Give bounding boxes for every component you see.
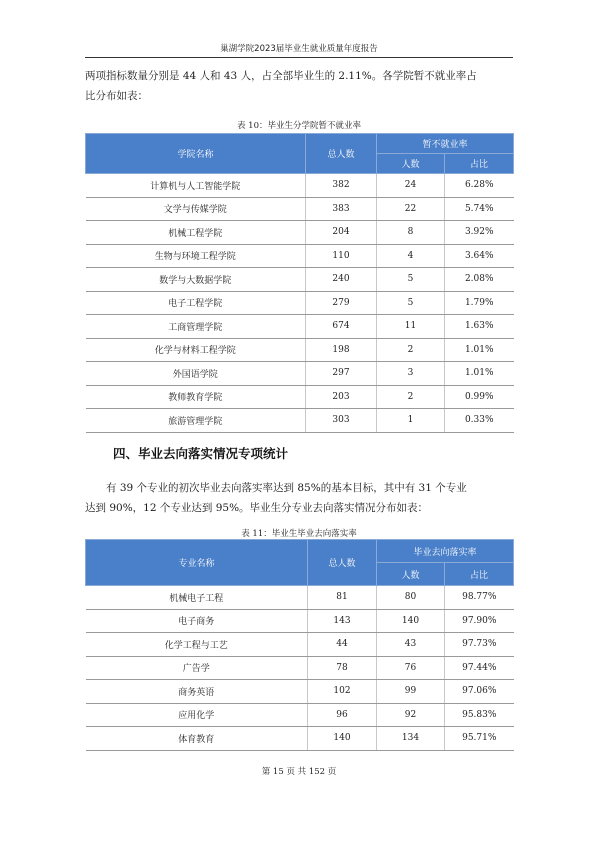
intro-line-2: 比分布如表： — [85, 90, 148, 102]
footer-total-pages: 152 — [308, 767, 326, 777]
cell-total: 143 — [308, 609, 377, 633]
cell-count: 5 — [377, 291, 445, 315]
table-row — [86, 385, 514, 409]
cell-total: 279 — [306, 291, 377, 315]
header-total: 总人数 — [306, 134, 377, 174]
cell-name: 教师教育学院 — [86, 385, 306, 409]
cell-ratio: 6.28% — [445, 174, 514, 198]
cell-name: 外国语学院 — [86, 362, 306, 386]
cell-name: 机械电子工程 — [86, 586, 308, 610]
cell-total: 297 — [306, 362, 377, 386]
cell-name: 旅游管理学院 — [86, 409, 306, 433]
table-row — [86, 221, 514, 245]
cell-total: 203 — [306, 385, 377, 409]
table-row — [86, 609, 514, 633]
cell-ratio: 1.01% — [445, 338, 514, 362]
cell-count: 92 — [377, 703, 445, 727]
table-row — [86, 268, 514, 292]
cell-name: 工商管理学院 — [86, 315, 306, 339]
cell-total: 383 — [306, 197, 377, 221]
cell-ratio: 0.33% — [445, 409, 514, 433]
table-11-major-placement — [85, 539, 514, 751]
cell-ratio: 97.73% — [445, 633, 514, 657]
cell-name: 广告学 — [86, 656, 308, 680]
cell-ratio: 95.71% — [445, 727, 514, 751]
cell-ratio: 3.64% — [445, 244, 514, 268]
cell-name: 机械工程学院 — [86, 221, 306, 245]
header-ratio: 占比 — [445, 154, 514, 174]
header-college-name: 学院名称 — [86, 134, 306, 174]
table-row — [86, 197, 514, 221]
cell-ratio: 5.74% — [445, 197, 514, 221]
cell-total: 81 — [308, 586, 377, 610]
footer-mid: 页 共 — [286, 767, 307, 777]
cell-count: 11 — [377, 315, 445, 339]
cell-ratio: 0.99% — [445, 385, 514, 409]
cell-ratio: 95.83% — [445, 703, 514, 727]
cell-count: 80 — [377, 586, 445, 610]
header-count: 人数 — [377, 154, 445, 174]
cell-ratio: 1.01% — [445, 362, 514, 386]
cell-count: 24 — [377, 174, 445, 198]
table-row — [86, 727, 514, 751]
table-row — [86, 244, 514, 268]
cell-total: 110 — [306, 244, 377, 268]
cell-ratio: 97.44% — [445, 656, 514, 680]
cell-count: 99 — [377, 680, 445, 704]
intro-paragraph — [85, 66, 513, 106]
table-row — [86, 174, 514, 198]
table-row — [86, 315, 514, 339]
cell-total: 198 — [306, 338, 377, 362]
page-footer — [85, 765, 513, 777]
header-ratio: 占比 — [445, 563, 514, 586]
cell-count: 5 — [377, 268, 445, 292]
cell-name: 计算机与人工智能学院 — [86, 174, 306, 198]
cell-total: 303 — [306, 409, 377, 433]
footer-prefix: 第 — [261, 767, 271, 777]
footer-suffix: 页 — [327, 767, 337, 777]
table-row — [86, 633, 514, 657]
table11-caption: 表 11：毕业生毕业去向落实率 — [241, 529, 357, 539]
cell-total: 102 — [308, 680, 377, 704]
table-row — [86, 338, 514, 362]
cell-total: 240 — [306, 268, 377, 292]
table-row — [86, 703, 514, 727]
table-10-college-unemployment — [85, 133, 514, 433]
table-row — [86, 291, 514, 315]
section-line-2: 达到 90%，12 个专业达到 95%。毕业生分专业去向落实情况分布如表： — [85, 502, 429, 514]
cell-name: 商务英语 — [86, 680, 308, 704]
cell-total: 96 — [308, 703, 377, 727]
cell-count: 134 — [377, 727, 445, 751]
cell-ratio: 1.63% — [445, 315, 514, 339]
cell-ratio: 97.06% — [445, 680, 514, 704]
cell-count: 4 — [377, 244, 445, 268]
header-placement-rate: 毕业去向落实率 — [377, 540, 514, 563]
table-row — [86, 680, 514, 704]
cell-ratio: 97.90% — [445, 609, 514, 633]
cell-name: 数学与大数据学院 — [86, 268, 306, 292]
cell-count: 22 — [377, 197, 445, 221]
table10-caption: 表 10：毕业生分学院暂不就业率 — [236, 121, 362, 131]
cell-name: 生物与环境工程学院 — [86, 244, 306, 268]
header-unemployment-rate: 暂不就业率 — [377, 134, 514, 154]
cell-total: 382 — [306, 174, 377, 198]
table-row — [86, 586, 514, 610]
cell-name: 应用化学 — [86, 703, 308, 727]
table-row — [86, 656, 514, 680]
cell-total: 44 — [308, 633, 377, 657]
cell-ratio: 2.08% — [445, 268, 514, 292]
page-header: 巢湖学院2023届毕业生就业质量年度报告 — [85, 42, 513, 58]
cell-total: 204 — [306, 221, 377, 245]
cell-ratio: 1.79% — [445, 291, 514, 315]
cell-name: 化学与材料工程学院 — [86, 338, 306, 362]
table-row — [86, 362, 514, 386]
cell-name: 化学工程与工艺 — [86, 633, 308, 657]
header-major-name: 专业名称 — [86, 540, 308, 586]
cell-name: 文学与传媒学院 — [86, 197, 306, 221]
section-heading: 四、毕业去向落实情况专项统计 — [113, 446, 289, 461]
section-paragraph — [85, 478, 513, 518]
cell-count: 2 — [377, 385, 445, 409]
cell-ratio: 98.77% — [445, 586, 514, 610]
section-line-1: 有 39 个专业的初次毕业去向落实率达到 85%的基本目标，其中有 31 个专业 — [106, 482, 467, 494]
cell-name: 电子工程学院 — [86, 291, 306, 315]
cell-count: 43 — [377, 633, 445, 657]
header-count: 人数 — [377, 563, 445, 586]
cell-name: 体育教育 — [86, 727, 308, 751]
cell-ratio: 3.92% — [445, 221, 514, 245]
cell-count: 76 — [377, 656, 445, 680]
cell-total: 140 — [308, 727, 377, 751]
footer-page-number: 15 — [272, 767, 284, 777]
cell-count: 140 — [377, 609, 445, 633]
header-total: 总人数 — [308, 540, 377, 586]
intro-line-1: 两项指标数量分别是 44 人和 43 人，占全部毕业生的 2.11%。各学院暂不就业率占 — [85, 70, 477, 82]
cell-name: 电子商务 — [86, 609, 308, 633]
cell-total: 674 — [306, 315, 377, 339]
cell-count: 3 — [377, 362, 445, 386]
cell-count: 2 — [377, 338, 445, 362]
cell-count: 8 — [377, 221, 445, 245]
cell-count: 1 — [377, 409, 445, 433]
table-row — [86, 409, 514, 433]
cell-total: 78 — [308, 656, 377, 680]
